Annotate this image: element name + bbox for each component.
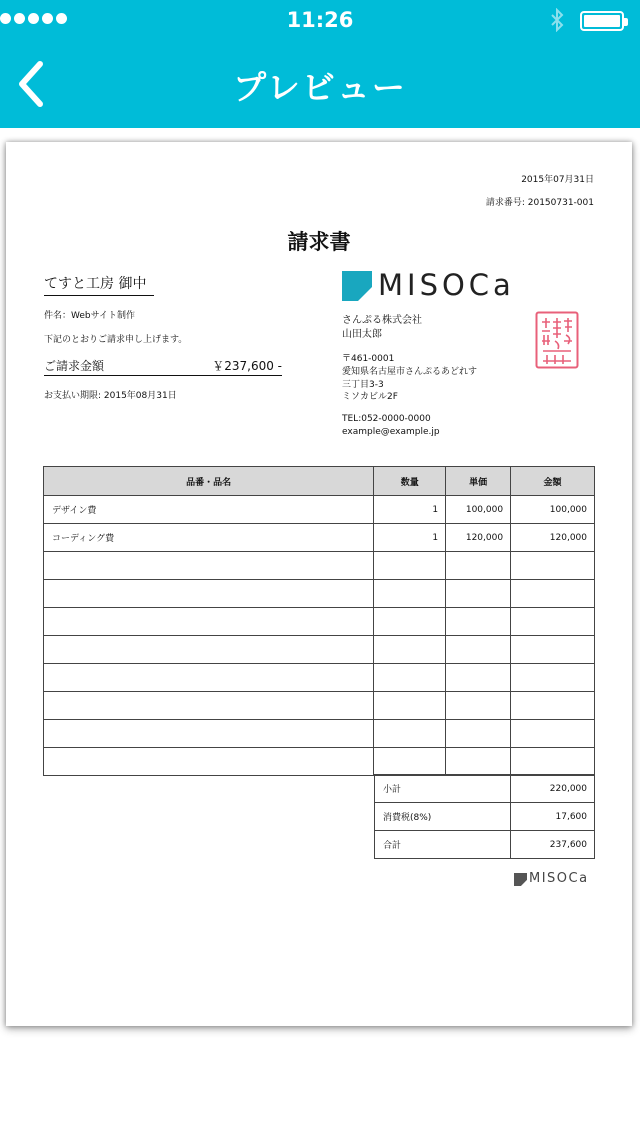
table-row <box>44 692 595 720</box>
unit-price-cell <box>446 748 511 776</box>
issuer-address-line-2: 三丁目3-3 <box>342 380 384 390</box>
column-header-item: 品番・品名 <box>44 467 374 496</box>
totals-value: 17,600 <box>511 803 595 831</box>
issuer-email: example@example.jp <box>342 427 440 437</box>
logo-mark-icon <box>514 873 527 886</box>
invoice-date: 2015年07月31日 <box>521 175 594 185</box>
quantity-cell <box>374 748 446 776</box>
item-name-cell: コーディング費 <box>44 524 374 552</box>
unit-price-cell: 120,000 <box>446 524 511 552</box>
unit-price-cell <box>446 664 511 692</box>
unit-price-cell: 100,000 <box>446 496 511 524</box>
amount-cell <box>511 748 595 776</box>
table-row <box>44 580 595 608</box>
nav-header <box>0 0 640 128</box>
invoice-title: 請求書 <box>287 230 351 254</box>
amount-cell <box>511 608 595 636</box>
issuer-company: さんぷる株式会社 <box>342 315 422 326</box>
unit-price-cell <box>446 608 511 636</box>
misoca-logo <box>342 268 522 302</box>
payment-due-date: お支払い期限: 2015年08月31日 <box>44 391 177 401</box>
item-name-cell <box>44 692 374 720</box>
amount-due-row <box>44 357 282 376</box>
unit-price-cell <box>446 552 511 580</box>
amount-cell <box>511 720 595 748</box>
invoice-intro: 下記のとおりご請求申し上げます。 <box>44 335 188 345</box>
amount-cell <box>511 552 595 580</box>
item-name-cell <box>44 608 374 636</box>
amount-cell: 100,000 <box>511 496 595 524</box>
invoice-preview <box>6 142 632 1026</box>
footer-logo-text: MISOCa <box>529 871 589 886</box>
status-bar <box>0 0 640 40</box>
quantity-cell <box>374 636 446 664</box>
quantity-cell: 1 <box>374 496 446 524</box>
quantity-cell <box>374 664 446 692</box>
invoice-items-table <box>43 466 595 776</box>
quantity-cell <box>374 608 446 636</box>
table-row <box>44 720 595 748</box>
bluetooth-icon <box>550 8 564 38</box>
quantity-cell <box>374 720 446 748</box>
unit-price-cell <box>446 636 511 664</box>
table-row <box>44 552 595 580</box>
quantity-cell <box>374 580 446 608</box>
totals-label: 消費税(8%) <box>375 803 511 831</box>
issuer-address-line-1: 愛知県名古屋市さんぷるあどれす <box>342 367 478 377</box>
issuer-zip: 〒461-0001 <box>342 354 395 364</box>
totals-label: 小計 <box>375 775 511 803</box>
unit-price-cell <box>446 720 511 748</box>
table-header-row <box>44 467 595 496</box>
totals-value: 220,000 <box>511 775 595 803</box>
item-name-cell <box>44 636 374 664</box>
footer-misoca-logo <box>514 872 596 888</box>
unit-price-cell <box>446 580 511 608</box>
invoice-subject: 件名：Webサイト制作 <box>44 311 135 321</box>
status-time: 11:26 <box>286 8 354 32</box>
item-name-cell <box>44 748 374 776</box>
column-header-amount: 金額 <box>511 467 595 496</box>
table-row <box>44 496 595 524</box>
amount-due-value: ￥237,600 - <box>212 359 282 373</box>
totals-label: 合計 <box>375 831 511 859</box>
item-name-cell <box>44 664 374 692</box>
issuer-address-line-3: ミソカビル2F <box>342 392 398 402</box>
table-row <box>44 636 595 664</box>
amount-cell <box>511 664 595 692</box>
invoice-totals-table <box>374 774 595 859</box>
amount-cell <box>511 580 595 608</box>
totals-value: 237,600 <box>511 831 595 859</box>
totals-row <box>375 775 595 803</box>
amount-cell: 120,000 <box>511 524 595 552</box>
item-name-cell: デザイン費 <box>44 496 374 524</box>
logo-text: MISOCa <box>378 268 515 302</box>
amount-due-label: ご請求金額 <box>44 359 105 373</box>
unit-price-cell <box>446 692 511 720</box>
quantity-cell <box>374 552 446 580</box>
column-header-unit-price: 単価 <box>446 467 511 496</box>
issuer-person: 山田太郎 <box>342 329 382 340</box>
table-row <box>44 748 595 776</box>
item-name-cell <box>44 720 374 748</box>
battery-icon <box>580 11 624 31</box>
table-row <box>44 664 595 692</box>
table-row <box>44 608 595 636</box>
totals-row <box>375 831 595 859</box>
page-title: プレビュー <box>233 68 407 107</box>
logo-mark-icon <box>342 271 372 301</box>
amount-cell <box>511 692 595 720</box>
item-name-cell <box>44 552 374 580</box>
table-row <box>44 524 595 552</box>
company-seal-stamp <box>535 311 579 369</box>
item-name-cell <box>44 580 374 608</box>
issuer-tel: TEL:052-0000-0000 <box>342 414 431 424</box>
client-name: てすと工房 御中 <box>44 273 154 296</box>
amount-cell <box>511 636 595 664</box>
invoice-number: 請求番号: 20150731-001 <box>485 198 594 208</box>
quantity-cell: 1 <box>374 524 446 552</box>
totals-row <box>375 803 595 831</box>
quantity-cell <box>374 692 446 720</box>
column-header-quantity: 数量 <box>374 467 446 496</box>
